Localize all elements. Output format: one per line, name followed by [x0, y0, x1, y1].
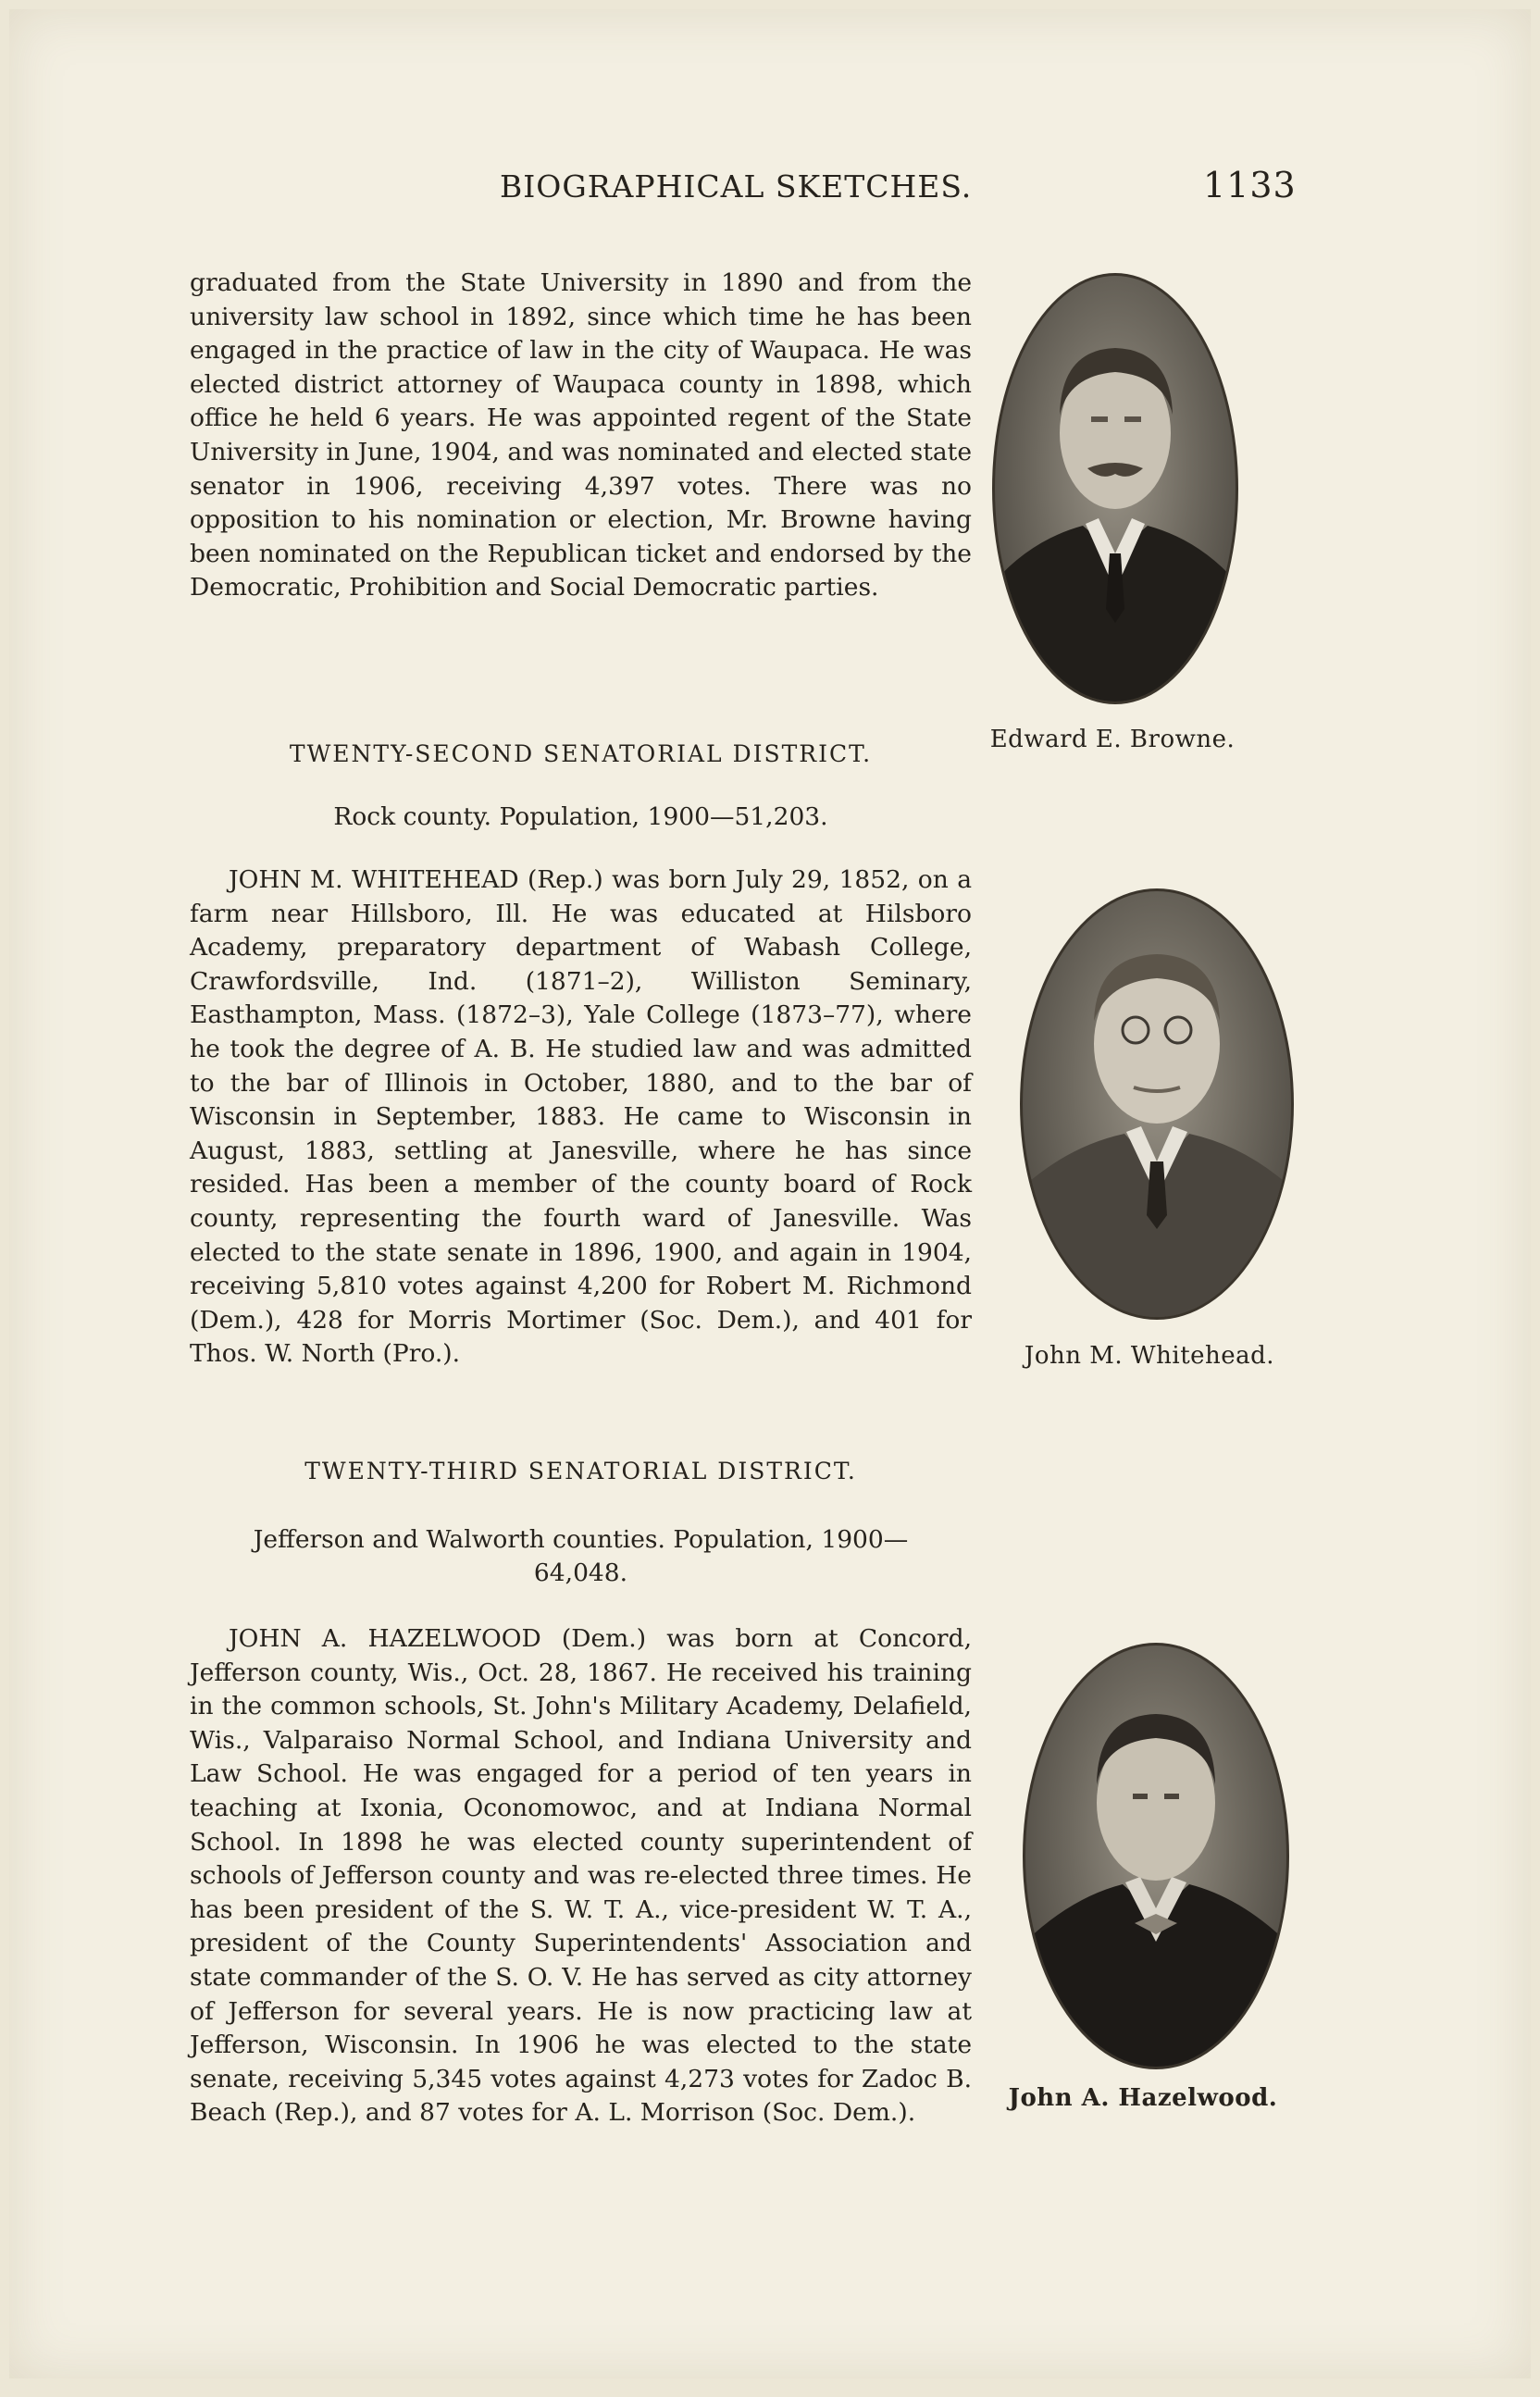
- population-line-2: 64,048.: [533, 1559, 628, 1587]
- running-head: BIOGRAPHICAL SKETCHES.: [500, 168, 973, 205]
- portrait-silhouette-icon: [1025, 1646, 1286, 2067]
- population-rock-county: Rock county. Population, 1900—51,203.: [333, 802, 828, 831]
- page-number: 1133: [1203, 165, 1297, 205]
- book-page: [9, 9, 1531, 2378]
- heading-twenty-third-district: TWENTY-THIRD SENATORIAL DISTRICT.: [304, 1458, 857, 1484]
- caption-edward-browne: Edward E. Browne.: [989, 726, 1236, 753]
- browne-paragraph: graduated from the State University in 1890 and from the university law school in 1892, since which time he has been engaged in the practice of law in the city of Waupaca. He was elected district attorney of Waupaca county in 1898, which office he held 6 years. He was appointed regent of the State University in June, 1904, and was nominated and elected state senator in 1906, receiving 4,397 votes. There was no opposition to his nomination or election, Mr. Browne having been nominated on the Republican ticket and endorsed by the Democratic, Prohibition and Social Democratic parties.: [190, 268, 972, 602]
- portrait-silhouette-icon: [995, 276, 1236, 702]
- caption-john-hazelwood: John A. Hazelwood.: [1008, 2084, 1278, 2112]
- population-jefferson-walworth: [190, 1523, 972, 1590]
- whitehead-paragraph: JOHN M. WHITEHEAD (Rep.) was born July 29, 1852, on a farm near Hillsboro, Ill. He was educated at Hilsboro Academy, preparatory department of Wabash College, Crawfordsville, Ind. (1871–2), Williston Seminary, Easthampton, Mass. (1872–3), Yale College (1873–77), where he took the degree of A. B. He studied law and was admitted to the bar of Illinois in October, 1880, and to the bar of Wisconsin in September, 1883. He came to Wisconsin in August, 1883, settling at Janesville, where he has since resided. Has been a member of the county board of Rock county, representing the fourth ward of Janesville. Was elected to the state senate in 1896, 1900, and again in 1904, receiving 5,810 votes against 4,200 for Robert M. Richmond (Dem.), 428 for Morris Mortimer (Soc. Dem.), and 401 for Thos. W. North (Pro.).: [190, 865, 972, 1369]
- hazelwood-biography: [190, 1622, 972, 2130]
- hazelwood-paragraph: JOHN A. HAZELWOOD (Dem.) was born at Concord, Jefferson county, Wis., Oct. 28, 1867. He received his training in the common schools, St. John's Military Academy, Delafield, Wis., Valparaiso Normal School, and Indiana University and Law School. He was engaged for a period of ten years in teaching at Ixonia, Oconomowoc, and at Indiana Normal School. In 1898 he was elected county superintendent of schools of Jefferson county and was re-elected three times. He has been president of the S. W. T. A., vice-president W. T. A., president of the County Superintendents' Association and state commander of the S. O. V. He has served as city attorney of Jefferson for several years. He is now practicing law at Jefferson, Wisconsin. In 1906 he was elected to the state senate, receiving 5,345 votes against 4,273 votes for Zadoc B. Beach (Rep.), and 87 votes for A. L. Morrison (Soc. Dem.).: [190, 1624, 972, 2128]
- caption-john-whitehead: John M. Whitehead.: [1024, 1342, 1275, 1370]
- portrait-john-whitehead: [1020, 888, 1294, 1320]
- portrait-edward-browne: [992, 273, 1238, 704]
- portrait-silhouette-icon: [1023, 891, 1291, 1317]
- whitehead-biography: [190, 863, 972, 1372]
- browne-biography: [190, 267, 972, 605]
- portrait-john-hazelwood: [1023, 1643, 1289, 2069]
- heading-twenty-second-district: TWENTY-SECOND SENATORIAL DISTRICT.: [289, 740, 873, 767]
- population-line-1: Jefferson and Walworth counties. Population, 1900—: [253, 1525, 909, 1554]
